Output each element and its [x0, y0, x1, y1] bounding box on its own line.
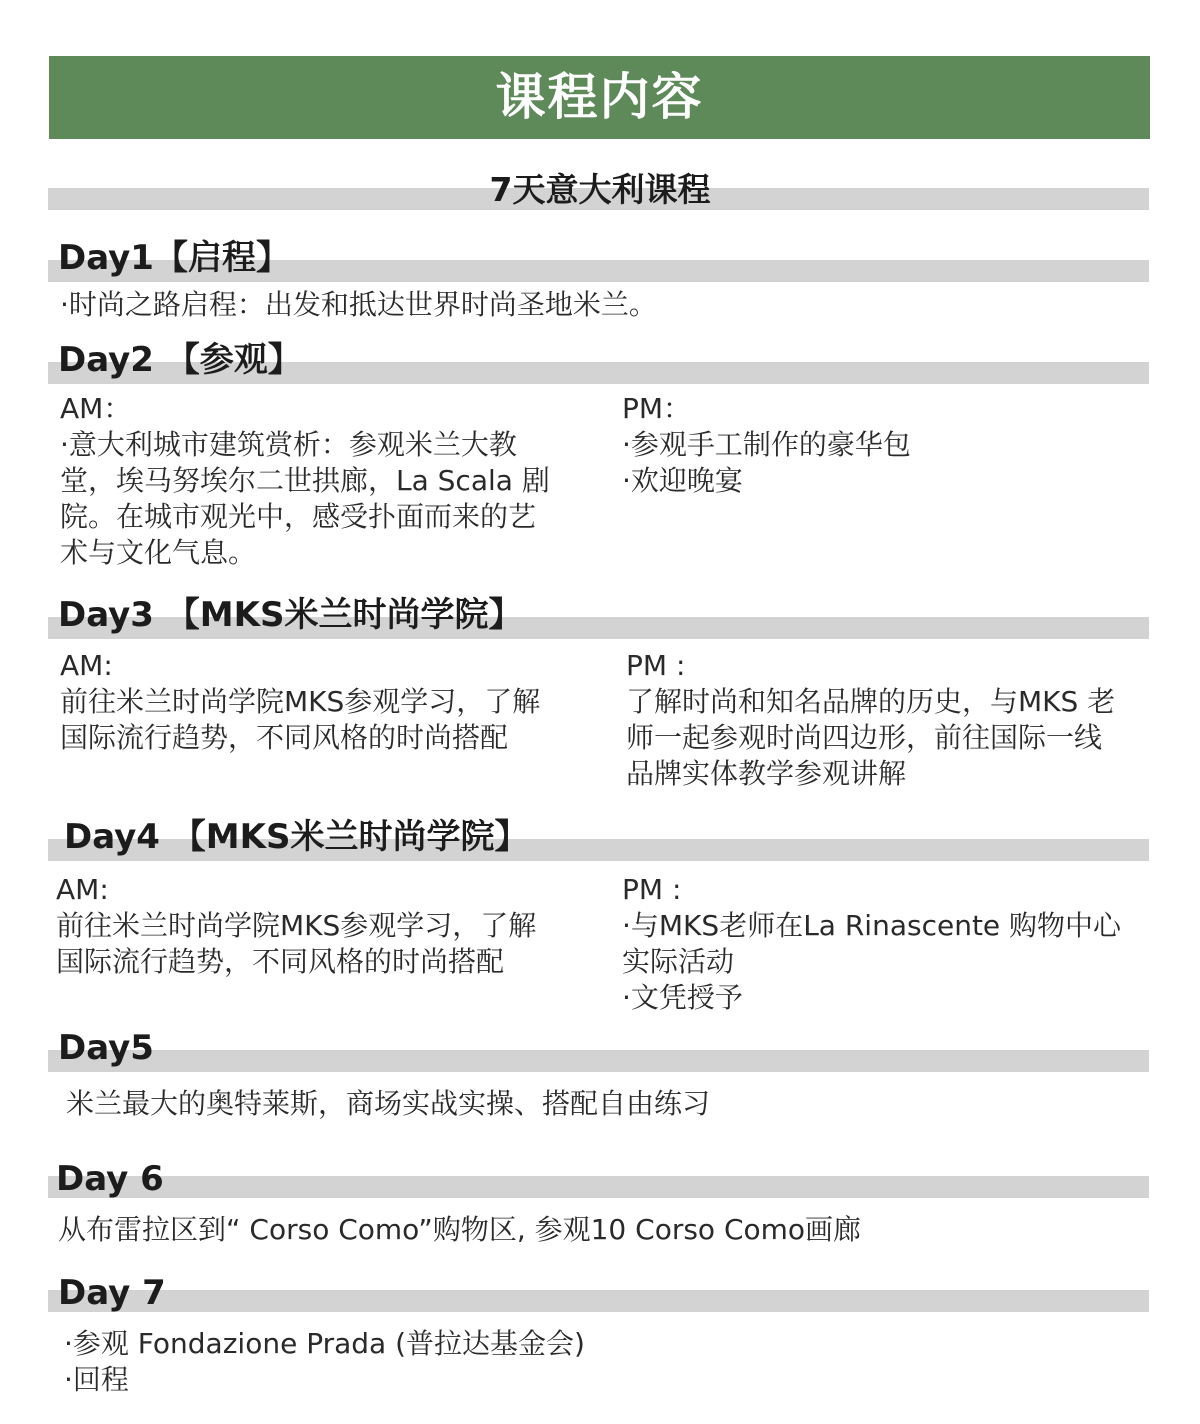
day3-am-label: AM:: [60, 649, 113, 682]
day3-pm-text: [626, 684, 1115, 792]
day2-title: Day2 【参观】: [58, 340, 302, 380]
day2-pm-line: ·欢迎晚宴: [622, 464, 743, 497]
page-title: 课程内容: [49, 56, 1150, 139]
day2-am-line: 堂，埃马努埃尔二世拱廊，La Scala 剧: [60, 464, 550, 497]
day4-am-label: AM:: [56, 873, 109, 906]
day6-bar: [48, 1176, 1149, 1198]
day5-line: 米兰最大的奥特莱斯，商场实战实操、搭配自由练习: [66, 1087, 711, 1120]
day2-am-text: [60, 427, 550, 571]
day6-title: Day 6: [56, 1159, 164, 1199]
course-subtitle: 7天意大利课程: [489, 170, 711, 209]
day4-title: Day4 【MKS米兰时尚学院】: [64, 817, 529, 857]
day2-am-line: ·意大利城市建筑赏析：参观米兰大教: [60, 428, 517, 461]
day3-am-line: 前往米兰时尚学院MKS参观学习，了解: [60, 685, 541, 718]
day3-pm-label: PM :: [626, 649, 686, 682]
day4-pm-text: [622, 908, 1121, 1016]
day4-am-line: 前往米兰时尚学院MKS参观学习，了解: [56, 909, 537, 942]
day2-am-line: 院。在城市观光中，感受扑面而来的艺: [60, 500, 537, 533]
day3-title: Day3 【MKS米兰时尚学院】: [58, 595, 523, 635]
day4-pm-label: PM :: [622, 873, 682, 906]
day5-title: Day5: [58, 1028, 154, 1068]
day2-am-line: 术与文化气息。: [60, 536, 257, 569]
day4-pm-line: ·与MKS老师在La Rinascente 购物中心: [622, 909, 1122, 942]
day7-line: ·参观 Fondazione Prada (普拉达基金会): [64, 1327, 585, 1360]
day3-pm-line: 了解时尚和知名品牌的历史，与MKS 老: [626, 685, 1116, 718]
day3-pm-line: 师一起参观时尚四边形，前往国际一线: [626, 721, 1103, 754]
day2-pm-label: PM：: [622, 392, 692, 425]
day2-pm-line: ·参观手工制作的豪华包: [622, 428, 911, 461]
day7-text: [64, 1326, 585, 1398]
day7-title: Day 7: [58, 1273, 166, 1313]
day6-line: 从布雷拉区到“ Corso Como”购物区, 参观10 Corso Como画廊: [58, 1213, 862, 1246]
day4-pm-line: 实际活动: [622, 945, 735, 978]
day2-am-label: AM：: [60, 392, 132, 425]
day4-pm-line: ·文凭授予: [622, 981, 743, 1014]
day1-line: ·时尚之路启程：出发和抵达世界时尚圣地米兰。: [60, 288, 657, 321]
day3-am-line: 国际流行趋势，不同风格的时尚搭配: [60, 721, 509, 754]
day4-am-text: [56, 908, 536, 980]
day7-bar: [48, 1290, 1149, 1312]
day5-bar: [48, 1050, 1149, 1072]
day2-pm-text: [622, 427, 911, 499]
day4-am-line: 国际流行趋势，不同风格的时尚搭配: [56, 945, 505, 978]
day7-line: ·回程: [64, 1363, 129, 1396]
day3-pm-line: 品牌实体教学参观讲解: [626, 757, 907, 790]
day1-title: Day1【启程】: [58, 238, 290, 278]
day3-am-text: [60, 684, 540, 756]
